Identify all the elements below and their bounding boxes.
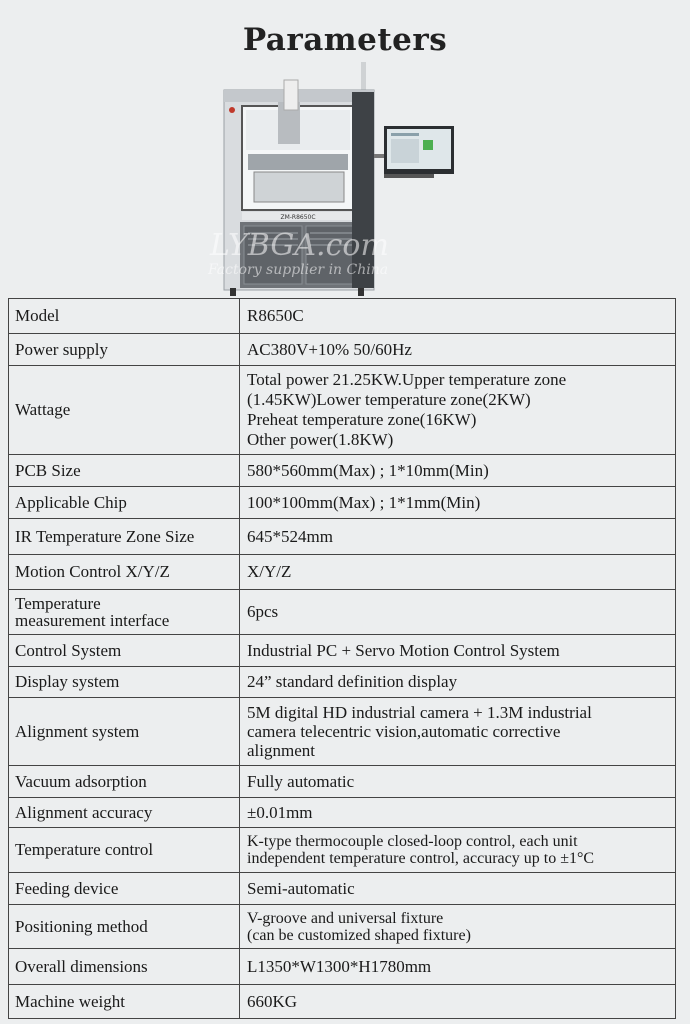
parameter-value-line: AC380V+10% 50/60Hz [247,339,412,359]
parameter-label-text: PCB Size [15,460,81,480]
parameter-value-line: alignment [247,741,315,760]
parameter-value-line: camera telecentric vision,automatic corrective [247,722,561,741]
table-row [9,798,676,828]
parameter-value [240,590,676,635]
parameter-value [240,949,676,985]
table-row [9,873,676,905]
parameter-label-text: Power supply [15,339,109,359]
parameter-label-text: Motion Control X/Y/Z [15,562,170,581]
table-row [9,555,676,590]
parameter-value [240,667,676,698]
table-row [9,949,676,985]
parameter-value-line: 645*524mm [247,526,333,546]
parameter-label [9,873,240,905]
parameter-value-line: Industrial PC + Servo Motion Control System [247,640,560,660]
table-row [9,905,676,949]
parameter-value-line: V-groove and universal fixture [247,909,444,927]
table-row [9,590,676,635]
table-row [9,519,676,555]
parameter-value-line: L1350*W1300*H1780mm [247,956,432,976]
table-row [9,366,676,455]
parameter-label [9,590,240,635]
parameter-value-line: independent temperature control, accuracy up to ±1°C [247,850,595,867]
parameter-label-text: Vacuum adsorption [15,771,147,791]
parameter-label [9,635,240,667]
table-row [9,455,676,487]
table-row [9,334,676,366]
parameter-value-line: 5M digital HD industrial camera + 1.3M industrial [247,703,592,722]
parameter-label [9,334,240,366]
parameters-table [8,298,676,1019]
parameter-value-line: Preheat temperature zone(16KW) [247,410,477,429]
parameter-label [9,519,240,555]
table-row [9,299,676,334]
watermark: Factory supplier in China [208,262,389,278]
parameter-value-line: 100*100mm(Max) ; 1*1mm(Min) [247,492,481,512]
parameter-label [9,487,240,519]
parameter-value [240,487,676,519]
parameter-label-text: Wattage [15,400,71,419]
parameter-value-line: 24” standard definition display [247,672,458,691]
parameter-label-text: measurement interface [15,611,170,630]
table-row [9,667,676,698]
table-row [9,487,676,519]
parameter-label [9,905,240,949]
parameter-label [9,455,240,487]
parameter-label [9,985,240,1019]
table-row [9,766,676,798]
parameter-value-line: X/Y/Z [247,562,292,581]
parameter-value-line: R8650C [247,306,304,325]
parameter-label [9,299,240,334]
parameter-value [240,455,676,487]
parameter-label [9,667,240,698]
parameter-label [9,828,240,873]
parameter-value [240,985,676,1019]
parameter-label-text: Alignment accuracy [15,802,153,822]
parameter-value [240,698,676,766]
parameter-label-text: Temperature control [15,840,154,859]
parameter-value-line: Other power(1.8KW) [247,430,394,449]
table-row [9,985,676,1019]
parameter-value [240,828,676,873]
parameter-value-line: 580*560mm(Max) ; 1*10mm(Min) [247,460,489,480]
parameter-value-line: Total power 21.25KW.Upper temperature zone [247,370,567,389]
parameter-value [240,635,676,667]
parameter-value [240,366,676,455]
parameter-label-text: IR Temperature Zone Size [15,526,195,546]
parameter-label-text: Feeding device [15,878,119,898]
parameter-value [240,299,676,334]
parameter-value-line: (1.45KW)Lower temperature zone(2KW) [247,390,531,409]
parameter-label [9,949,240,985]
parameter-label [9,366,240,455]
machine-label: ZM-R8650C [280,214,316,221]
parameter-label [9,555,240,590]
parameter-value [240,555,676,590]
parameter-label-text: Control System [15,640,122,660]
table-row [9,698,676,766]
parameter-label [9,698,240,766]
parameter-value [240,519,676,555]
parameter-label [9,798,240,828]
parameter-value [240,873,676,905]
parameter-value [240,334,676,366]
parameter-value [240,798,676,828]
machine-image [218,62,458,302]
parameter-label-text: Overall dimensions [15,956,148,976]
parameter-label-text: Applicable Chip [15,492,127,512]
parameter-value-line: ±0.01mm [247,802,313,822]
table-row [9,635,676,667]
parameter-label-text: Alignment system [15,721,140,741]
parameter-value-line: Semi-automatic [247,878,355,898]
watermark: LYBGA.com [210,228,389,263]
parameter-value-line: (can be customized shaped fixture) [247,926,471,944]
parameter-value-line: Fully automatic [247,771,355,791]
parameter-value-line: K-type thermocouple closed-loop control, each unit [247,833,578,850]
parameter-label-text: Positioning method [15,916,148,936]
page-title: Parameters [242,22,448,58]
parameter-value [240,766,676,798]
parameter-label-text: Temperature [15,594,101,613]
table-row [9,828,676,873]
parameter-label [9,766,240,798]
parameter-value-line: 6pcs [247,602,279,621]
parameter-value-line: 660KG [247,991,298,1011]
parameter-label-text: Machine weight [15,991,125,1011]
parameter-label-text: Model [15,306,60,325]
parameter-value [240,905,676,949]
parameter-label-text: Display system [15,672,120,691]
